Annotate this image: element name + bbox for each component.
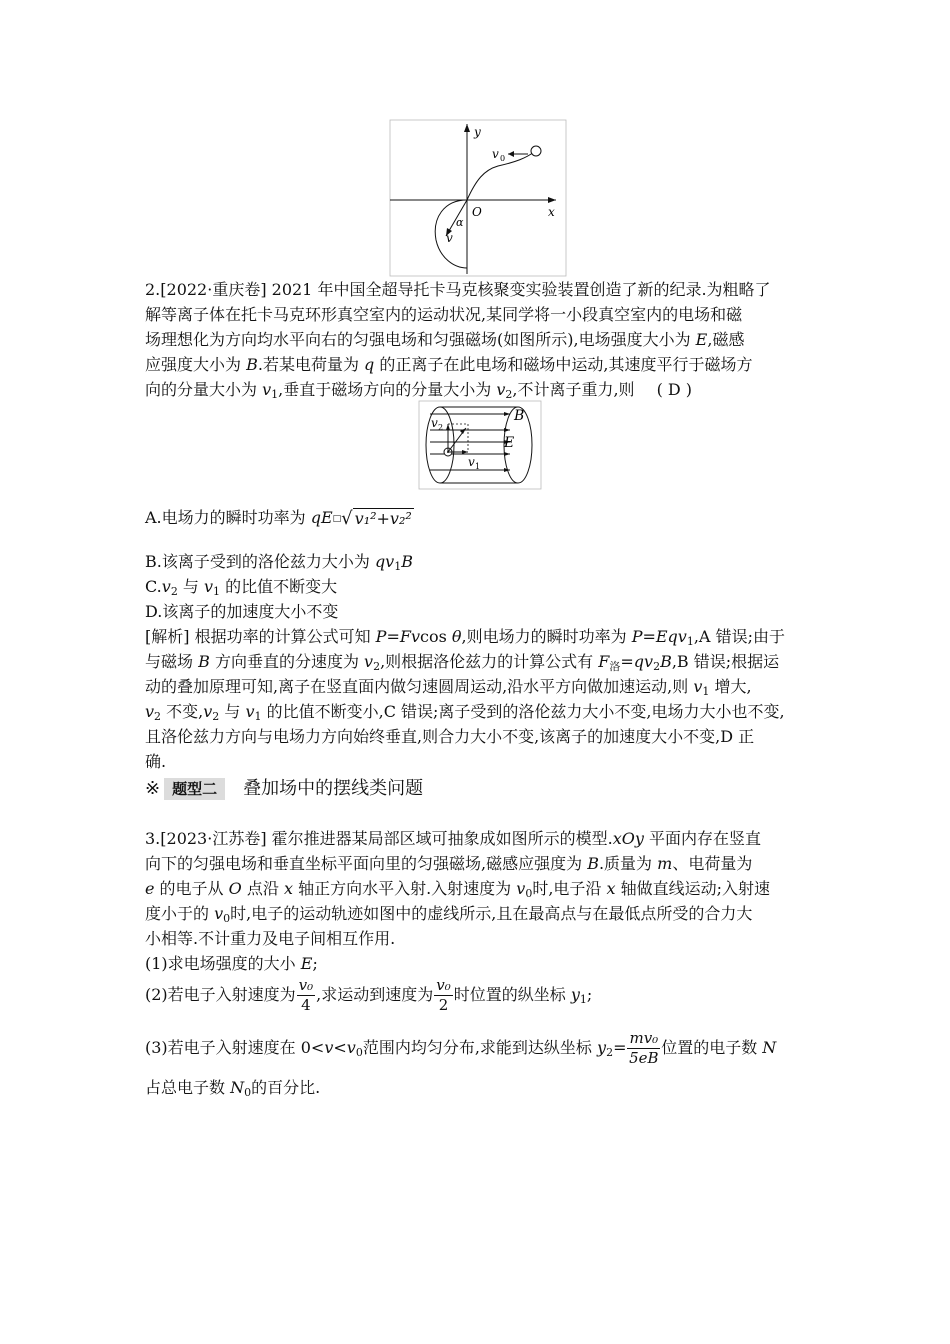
section-tag: 题型二 bbox=[164, 778, 225, 800]
fraction-v0-over-2: $\frac{\text{v₀}}{2}$ bbox=[436, 976, 451, 1014]
q2-answer: ( D ) bbox=[656, 380, 693, 399]
v-label: v bbox=[446, 231, 453, 245]
q3-part-3: (3)若电子入射速度在 $0<v<v_0$范围内均匀分布,求能到达纵坐标 $y_2=$ $\frac{\text{mv₀}}{5eB}$ 位置的电子数 N bbox=[145, 1029, 777, 1067]
origin-label: O bbox=[472, 205, 482, 219]
analysis-line-5: 且洛伦兹力方向与电场力方向始终垂直,则合力大小不变,该离子的加速度大小不变,D 正 bbox=[145, 727, 755, 746]
alpha-label: α bbox=[456, 216, 464, 229]
v0-subscript: 0 bbox=[500, 154, 506, 163]
trajectory-diagram bbox=[388, 118, 568, 278]
option-c: $C.v_2$ 与 $v_1$ 的比值不断变大 bbox=[145, 577, 338, 598]
section-title: 叠加场中的摆线类问题 bbox=[243, 778, 424, 799]
q2-line-3: 场理想化为方向均水平向右的匀强电场和匀强磁场(如图所示),电场强度大小为 E,磁感 bbox=[145, 330, 745, 349]
q3-line-3: e 的电子从 O 点沿 x 轴正方向水平入射.入射速度为 $v_0$时,电子沿 x 轴做直线运动;入射速 bbox=[145, 879, 771, 900]
v2-subscript: 2 bbox=[438, 423, 444, 432]
y-axis-label: y bbox=[474, 125, 481, 139]
v2-label: v bbox=[431, 416, 438, 430]
q3-line-1: 3.[2023·江苏卷] 霍尔推进器某局部区域可抽象成如图所示的模型.xOy 平面内存在竖直 bbox=[145, 829, 762, 848]
q3-part-3-cont: 占总电子数 $N_0$的百分比. bbox=[145, 1078, 321, 1099]
E-label: E bbox=[504, 435, 515, 451]
q2-line-5: 向的分量大小为 $v_1$,垂直于磁场方向的分量大小为 $v_2$,不计离子重力,则 ( D ) bbox=[145, 380, 693, 401]
fraction-v0-over-4: $\frac{\text{v₀}}{4}$ bbox=[298, 976, 314, 1014]
fields-diagram bbox=[418, 400, 542, 490]
q3-line-5: 小相等.不计重力及电子间相互作用. bbox=[145, 929, 396, 948]
figure-fields bbox=[418, 400, 542, 490]
q2-line-4: 应强度大小为 B.若某电荷量为 q 的正离子在此电场和磁场中运动,其速度平行于磁场方 bbox=[145, 355, 753, 374]
fraction-mv0-over-5eB: $\frac{\text{mv₀}}{5eB}$ bbox=[629, 1029, 659, 1067]
sqrt-expression: √ v₁²+v₂² bbox=[341, 507, 412, 529]
q3-line-4: 度小于的 $v_0$时,电子的运动轨迹如图中的虚线所示,且在最高点与在最低点所受的合力大 bbox=[145, 904, 753, 925]
analysis-line-6: 确. bbox=[145, 752, 167, 771]
option-d: D.该离子的加速度大小不变 bbox=[145, 602, 339, 621]
q2-line-1: 2.[2022·重庆卷] 2021 年中国全超导托卡马克核聚变实验装置创造了新的纪录.为粗略了 bbox=[145, 280, 771, 299]
section-mark: ※ bbox=[145, 778, 161, 799]
analysis-line-1: [解析] 根据功率的计算公式可知 P=Fvcos θ,则电场力的瞬时功率为 P=Eqv$_1$,A 错误;由于 bbox=[145, 627, 785, 648]
analysis-line-2: 与磁场 B 方向垂直的分速度为 $v_2$,则根据洛伦兹力的计算公式有 $F_洛=qv_2B,B$ 错误;根据运 bbox=[145, 652, 780, 673]
B-label: B bbox=[514, 408, 525, 424]
section-heading bbox=[145, 776, 423, 802]
v0-label: v bbox=[492, 147, 499, 161]
option-b: B.该离子受到的洛伦兹力大小为 $qv_1B$ bbox=[145, 552, 413, 573]
q2-line-2: 解等离子体在托卡马克环形真空室内的运动状况,某同学将一小段真空室内的电场和磁 bbox=[145, 305, 743, 324]
q3-part-2: (2)若电子入射速度为 $\frac{\text{v₀}}{4}$ ,求运动到速度为 $\frac{\text{v₀}}{2}$ 时位置的纵坐标 $y_1$; bbox=[145, 976, 593, 1014]
analysis-line-4: $v_2$ 不变$,v_2$ 与 $v_1$ 的比值不断变小,C 错误;离子受到的洛伦兹力大小不变,电场力大小也不变, bbox=[145, 702, 785, 723]
v1-label: v bbox=[468, 455, 475, 469]
v1-subscript: 1 bbox=[475, 462, 481, 471]
figure-trajectory bbox=[388, 118, 568, 278]
q3-line-2: 向下的匀强电场和垂直坐标平面向里的匀强磁场,磁感应强度为 B.质量为 m、电荷量为 bbox=[145, 854, 753, 873]
analysis-line-3: 动的叠加原理可知,离子在竖直面内做匀速圆周运动,沿水平方向做加速运动,则 $v_1$ 增大, bbox=[145, 677, 752, 698]
q3-part-1: (1)求电场强度的大小 E; bbox=[145, 954, 318, 973]
x-axis-label: x bbox=[548, 205, 555, 219]
option-a: A.电场力的瞬时功率为 qE□√ v₁²+v₂² bbox=[145, 504, 414, 533]
